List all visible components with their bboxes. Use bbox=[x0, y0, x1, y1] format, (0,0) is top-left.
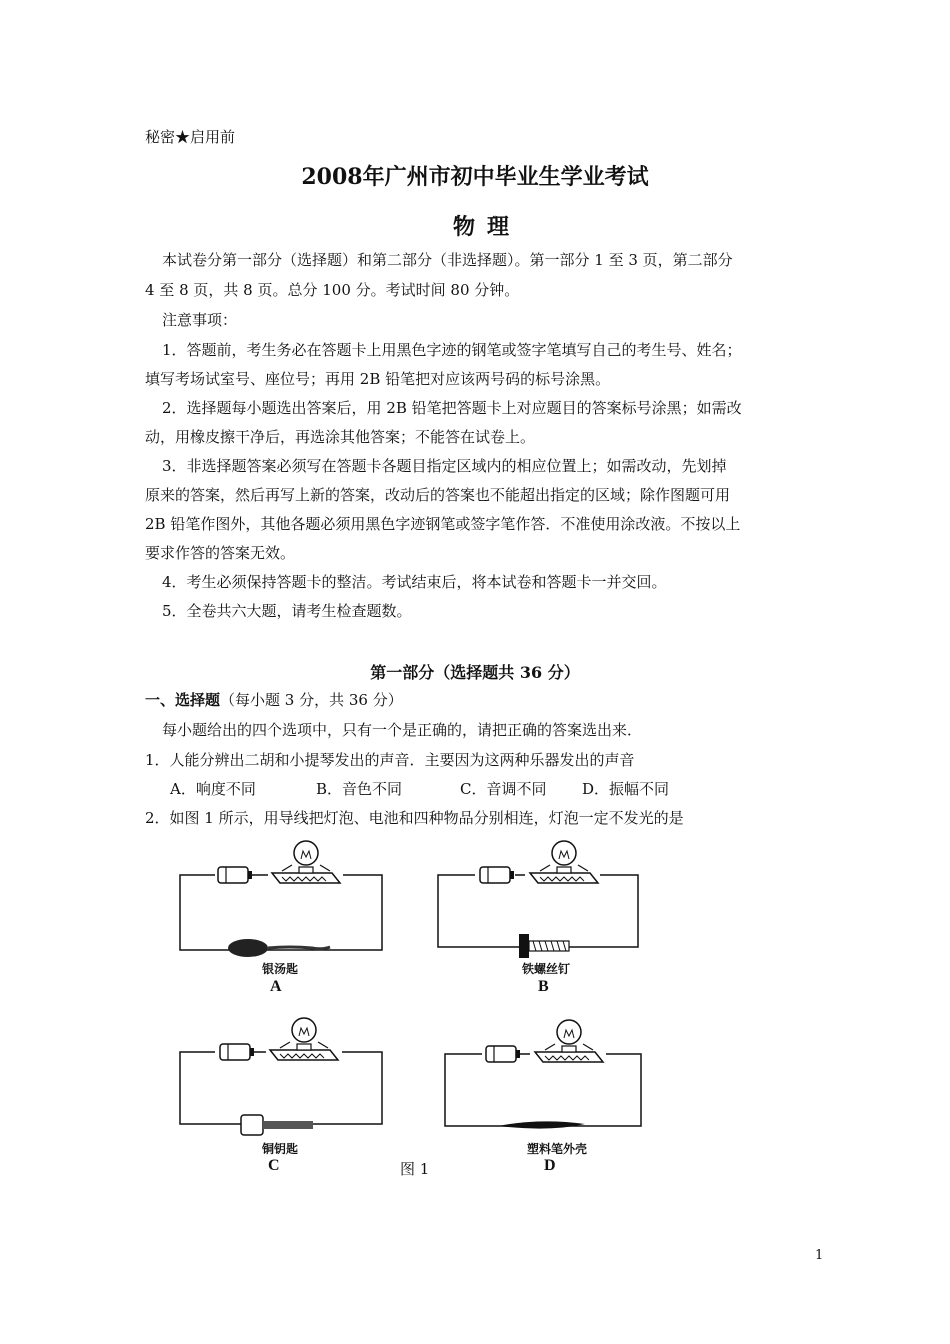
q1-option-c: C．音调不同 bbox=[460, 780, 547, 798]
section1-label: 一、选择题 bbox=[145, 691, 221, 709]
circuit-panel-d bbox=[445, 1020, 641, 1129]
section1-instruction: 每小题给出的四个选项中，只有一个是正确的，请把正确的答案选出来． bbox=[162, 721, 643, 739]
note-line-3: 2．选择题每小题选出答案后，用 2B 铅笔把答题卡上对应题目的答案标号涂黑；如需改 bbox=[162, 399, 742, 417]
q1-stem: 1．人能分辨出二胡和小提琴发出的声音．主要因为这两种乐器发出的声音 bbox=[145, 751, 635, 769]
figure-caption: 图 1 bbox=[400, 1160, 430, 1178]
note-line-4: 动，用橡皮擦干净后，再选涂其他答案；不能答在试卷上。 bbox=[145, 428, 536, 446]
circuit-panel-a bbox=[180, 841, 382, 957]
note-line-5: 3．非选择题答案必须写在答题卡各题目指定区域内的相应位置上；如需改动，先划掉 bbox=[162, 457, 727, 475]
note-line-6: 原来的答案，然后再写上新的答案，改动后的答案也不能超出指定的区域；除作图题可用 bbox=[145, 486, 731, 504]
exam-title: 2008年广州市初中毕业生学业考试 bbox=[301, 164, 649, 190]
panel-a-item: 银汤匙 bbox=[262, 962, 299, 976]
subject-title: 物理 bbox=[452, 214, 521, 240]
note-line-1: 1．答题前，考生务必在答题卡上用黑色字迹的钢笔或签字笔填写自己的考生号、姓名； bbox=[162, 341, 742, 359]
section1-detail: （每小题 3 分，共 36 分） bbox=[220, 691, 403, 709]
panel-d-letter: D bbox=[544, 1157, 556, 1174]
panel-d-item: 塑料笔外壳 bbox=[527, 1142, 588, 1156]
note-line-7: 2B 铅笔作图外，其他各题必须用黑色字迹钢笔或签字笔作答．不准使用涂改液。不按以上 bbox=[145, 515, 741, 533]
q2-stem: 2．如图 1 所示，用导线把灯泡、电池和四种物品分别相连，灯泡一定不发光的是 bbox=[145, 809, 684, 827]
panel-b-item: 铁螺丝钉 bbox=[522, 962, 571, 976]
circuit-panel-b bbox=[438, 841, 638, 958]
intro-line-2: 4 至 8 页，共 8 页。总分 100 分。考试时间 80 分钟。 bbox=[145, 281, 520, 299]
panel-c-item: 铜钥匙 bbox=[262, 1142, 299, 1156]
intro-line-1: 本试卷分第一部分（选择题）和第二部分（非选择题）。第一部分 1 至 3 页，第二部分 bbox=[162, 251, 733, 269]
panel-c-letter: C bbox=[268, 1157, 280, 1174]
copper-key-icon bbox=[241, 1115, 313, 1135]
secret-label: 秘密★启用前 bbox=[145, 128, 236, 146]
note-line-2: 填写考场试室号、座位号；再用 2B 铅笔把对应该两号码的标号涂黑。 bbox=[145, 370, 611, 388]
panel-a-letter: A bbox=[270, 978, 282, 995]
silver-spoon-icon bbox=[228, 939, 268, 957]
note-line-10: 5．全卷共六大题，请考生检查题数。 bbox=[162, 602, 412, 620]
panel-b-letter: B bbox=[538, 978, 549, 995]
q1-option-d: D．振幅不同 bbox=[582, 780, 670, 798]
q1-option-b: B．音色不同 bbox=[316, 780, 403, 798]
circuit-panel-c bbox=[180, 1018, 382, 1135]
note-line-9: 4．考生必须保持答题卡的整洁。考试结束后，将本试卷和答题卡一并交回。 bbox=[162, 573, 667, 591]
page-number: 1 bbox=[815, 1248, 824, 1263]
note-line-8: 要求作答的答案无效。 bbox=[145, 544, 296, 562]
notes-heading: 注意事项： bbox=[162, 311, 238, 329]
iron-screw-icon bbox=[519, 934, 569, 958]
plastic-pen-shell-icon bbox=[498, 1121, 585, 1128]
part1-title: 第一部分（选择题共 36 分） bbox=[370, 663, 580, 682]
q1-option-a: A．响度不同 bbox=[170, 780, 256, 798]
